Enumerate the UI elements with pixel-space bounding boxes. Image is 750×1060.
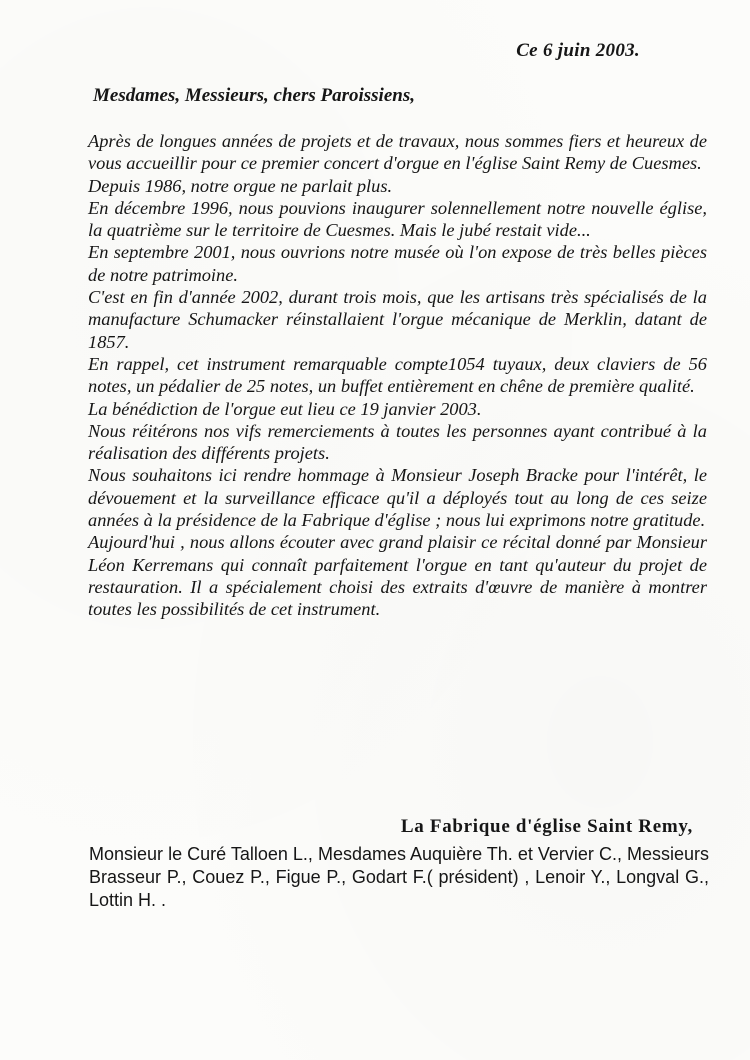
paragraph: En rappel, cet instrument remarquable compte1054 tuyaux, deux claviers de 56 notes, un pédalier de 25 notes, un buffet entièrement en chêne de première qualité. xyxy=(88,353,707,397)
paragraph: La bénédiction de l'orgue eut lieu ce 19 janvier 2003. xyxy=(88,398,482,419)
paragraph: En septembre 2001, nous ouvrions notre musée où l'on expose de très belles pièces de notre patrimoine. xyxy=(88,242,707,285)
paragraph: C'est en fin d'année 2002, durant trois mois, que les artisans très spécialisés de la manufacture Schumacker réinstallaient l'orgue mécanique de Merklin, datant de 1857. xyxy=(88,287,707,352)
letter-body xyxy=(88,130,707,621)
paragraph: En décembre 1996, nous pouvions inaugurer solennellement notre nouvelle église, la quatrième sur le territoire de Cuesmes. Mais le jubé restait vide... xyxy=(88,197,707,241)
paragraph: Depuis 1986, notre orgue ne parlait plus. xyxy=(88,175,393,196)
paragraph: Nous souhaitons ici rendre hommage à Monsieur Joseph Bracke pour l'intérêt, le dévouement et la surveillance efficace qu'il a déployés tout au long de ces seize années à la présidence de la Fabrique d'église ; nous lui exprimons notre gratitude. xyxy=(88,465,707,531)
letter-salutation: Mesdames, Messieurs, chers Paroissiens, xyxy=(93,85,415,106)
paragraph: Aujourd'hui , nous allons écouter avec grand plaisir ce récital donné par Monsieur Léon Kerremans qui connaît parfaitement l'orgue en tant qu'auteur du projet de restauration. Il a spécialement choisi des extraits d'œuvre de manière à montrer toutes les possibilités de cet instrument. xyxy=(88,532,707,620)
signature-members: Monsieur le Curé Talloen L., Mesdames Auquière Th. et Vervier C., Messieurs Brasseur P., Couez P., Figue P., Godart F.( président) , Lenoir Y., Longval G., Lottin H. . xyxy=(89,844,709,910)
paragraph: Après de longues années de projets et de travaux, nous sommes fiers et heureux de vous accueillir pour ce premier concert d'orgue en l'église Saint Remy de Cuesmes. xyxy=(88,131,707,174)
signature-title: La Fabrique d'église Saint Remy, xyxy=(400,816,693,837)
letter-date: Ce 6 juin 2003. xyxy=(516,40,640,61)
paragraph: Nous réitérons nos vifs remerciements à toutes les personnes ayant contribué à la réalisation des différents projets. xyxy=(88,420,707,464)
